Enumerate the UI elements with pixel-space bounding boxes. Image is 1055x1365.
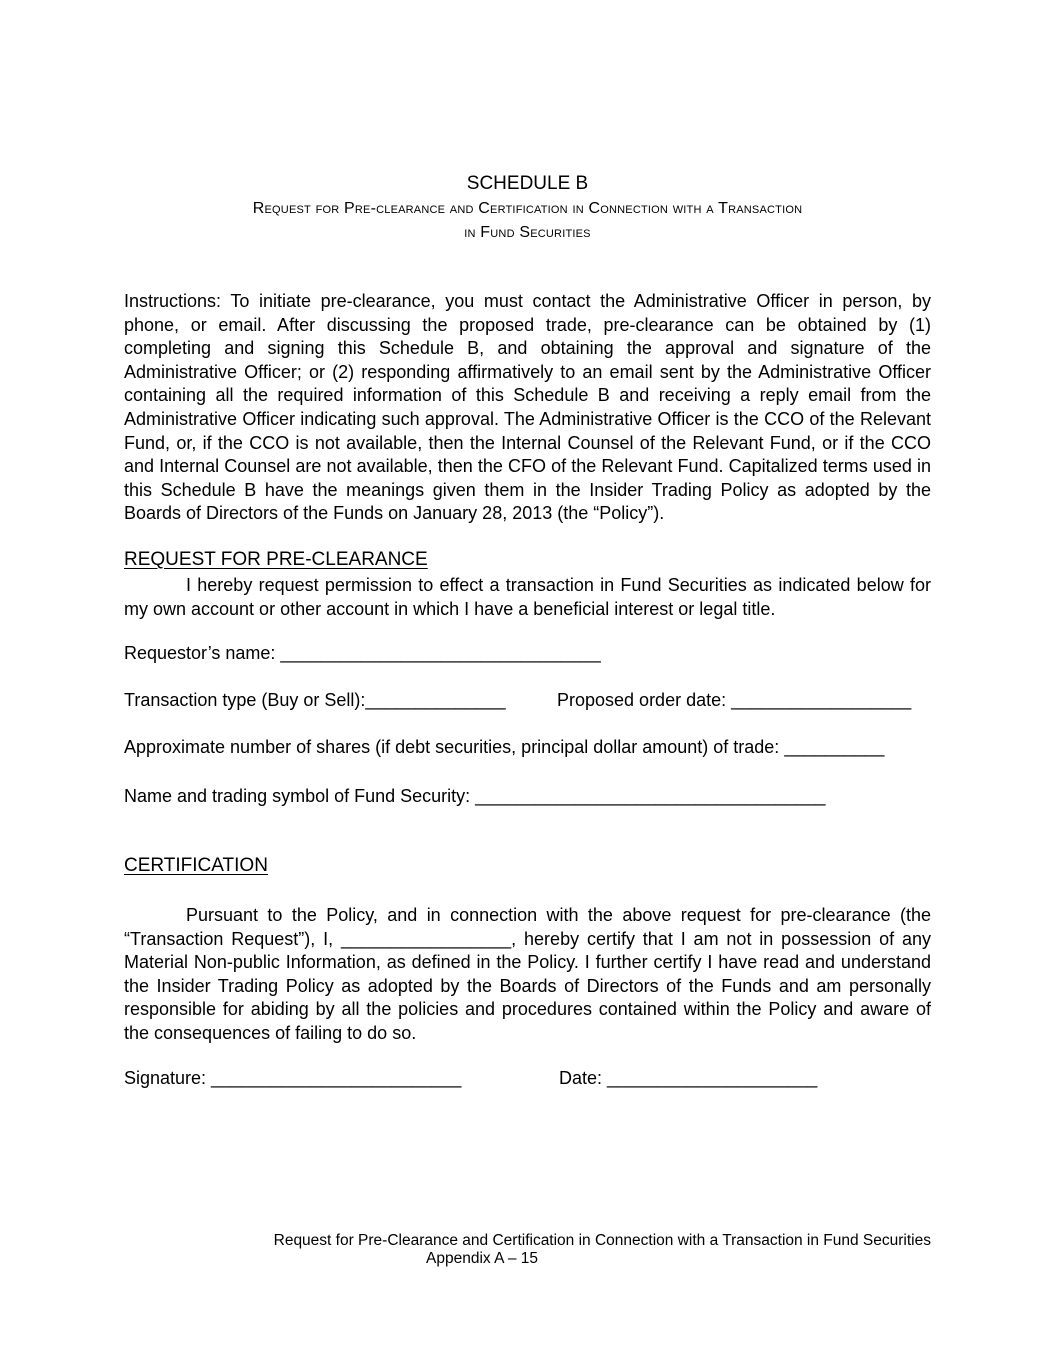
approx-shares-field[interactable]: Approximate number of shares (if debt securities, principal dollar amount) of trade: __________ — [124, 737, 885, 757]
date-field[interactable]: Date: _____________________ — [559, 1068, 818, 1088]
document-header — [124, 172, 931, 244]
security-name-field[interactable]: Name and trading symbol of Fund Security: ___________________________________ — [124, 786, 826, 806]
request-heading: REQUEST FOR PRE-CLEARANCE — [124, 549, 428, 570]
footer-page-number: Appendix A – 15 — [426, 1250, 539, 1267]
schedule-subtitle-line1: Request for Pre-clearance and Certification in Connection with a Transaction — [252, 200, 803, 217]
schedule-subtitle-line2: in Fund Securities — [464, 224, 591, 241]
requestor-name-field[interactable]: Requestor’s name: ________________________________ — [124, 643, 601, 663]
proposed-order-date-field[interactable]: Proposed order date: __________________ — [557, 690, 912, 710]
certification-heading: CERTIFICATION — [124, 855, 268, 876]
document-page — [124, 0, 931, 1365]
transaction-type-field[interactable]: Transaction type (Buy or Sell):______________ — [124, 690, 506, 710]
request-body: I hereby request permission to effect a transaction in Fund Securities as indicated below for my own account or other account in which I have a beneficial interest or legal title. — [124, 575, 931, 619]
schedule-title: SCHEDULE B — [466, 173, 589, 194]
signature-field[interactable]: Signature: _________________________ — [124, 1068, 462, 1088]
instructions-paragraph: Instructions: To initiate pre-clearance, you must contact the Administrative Officer in person, by phone, or email. After discussing the proposed trade, pre-clearance can be obtained by (1) completing and signing this Schedule B, and obtaining the approval and signature of the Administrative Officer; or (2) responding affirmatively to an email sent by the Administrative Officer containing all the required information of this Schedule B and receiving a reply email from the Administrative Officer indicating such approval. The Administrative Officer is the CCO of the Relevant Fund, or, if the CCO is not available, then the Internal Counsel of the Relevant Fund, or if the CCO and Internal Counsel are not available, then the CFO of the Relevant Fund. Capitalized terms used in this Schedule B have the meanings given them in the Insider Trading Policy as adopted by the Boards of Directors of the Funds on January 28, 2013 (the “Policy”). — [124, 291, 931, 524]
certification-body: Pursuant to the Policy, and in connection with the above request for pre-clearance (the “Transaction Request”), I, _________________, hereby certify that I am not in possession of any Material Non-public Information, as defined in the Policy. I further certify I have read and understand the Insider Trading Policy as adopted by the Boards of Directors of the Funds and am personally responsible for abiding by all the policies and procedures contained within the Policy and aware of the consequences of failing to do so. — [124, 905, 931, 1043]
page-footer — [124, 1232, 931, 1268]
footer-title: Request for Pre-Clearance and Certification in Connection with a Transaction in Fund Securities — [273, 1232, 931, 1249]
